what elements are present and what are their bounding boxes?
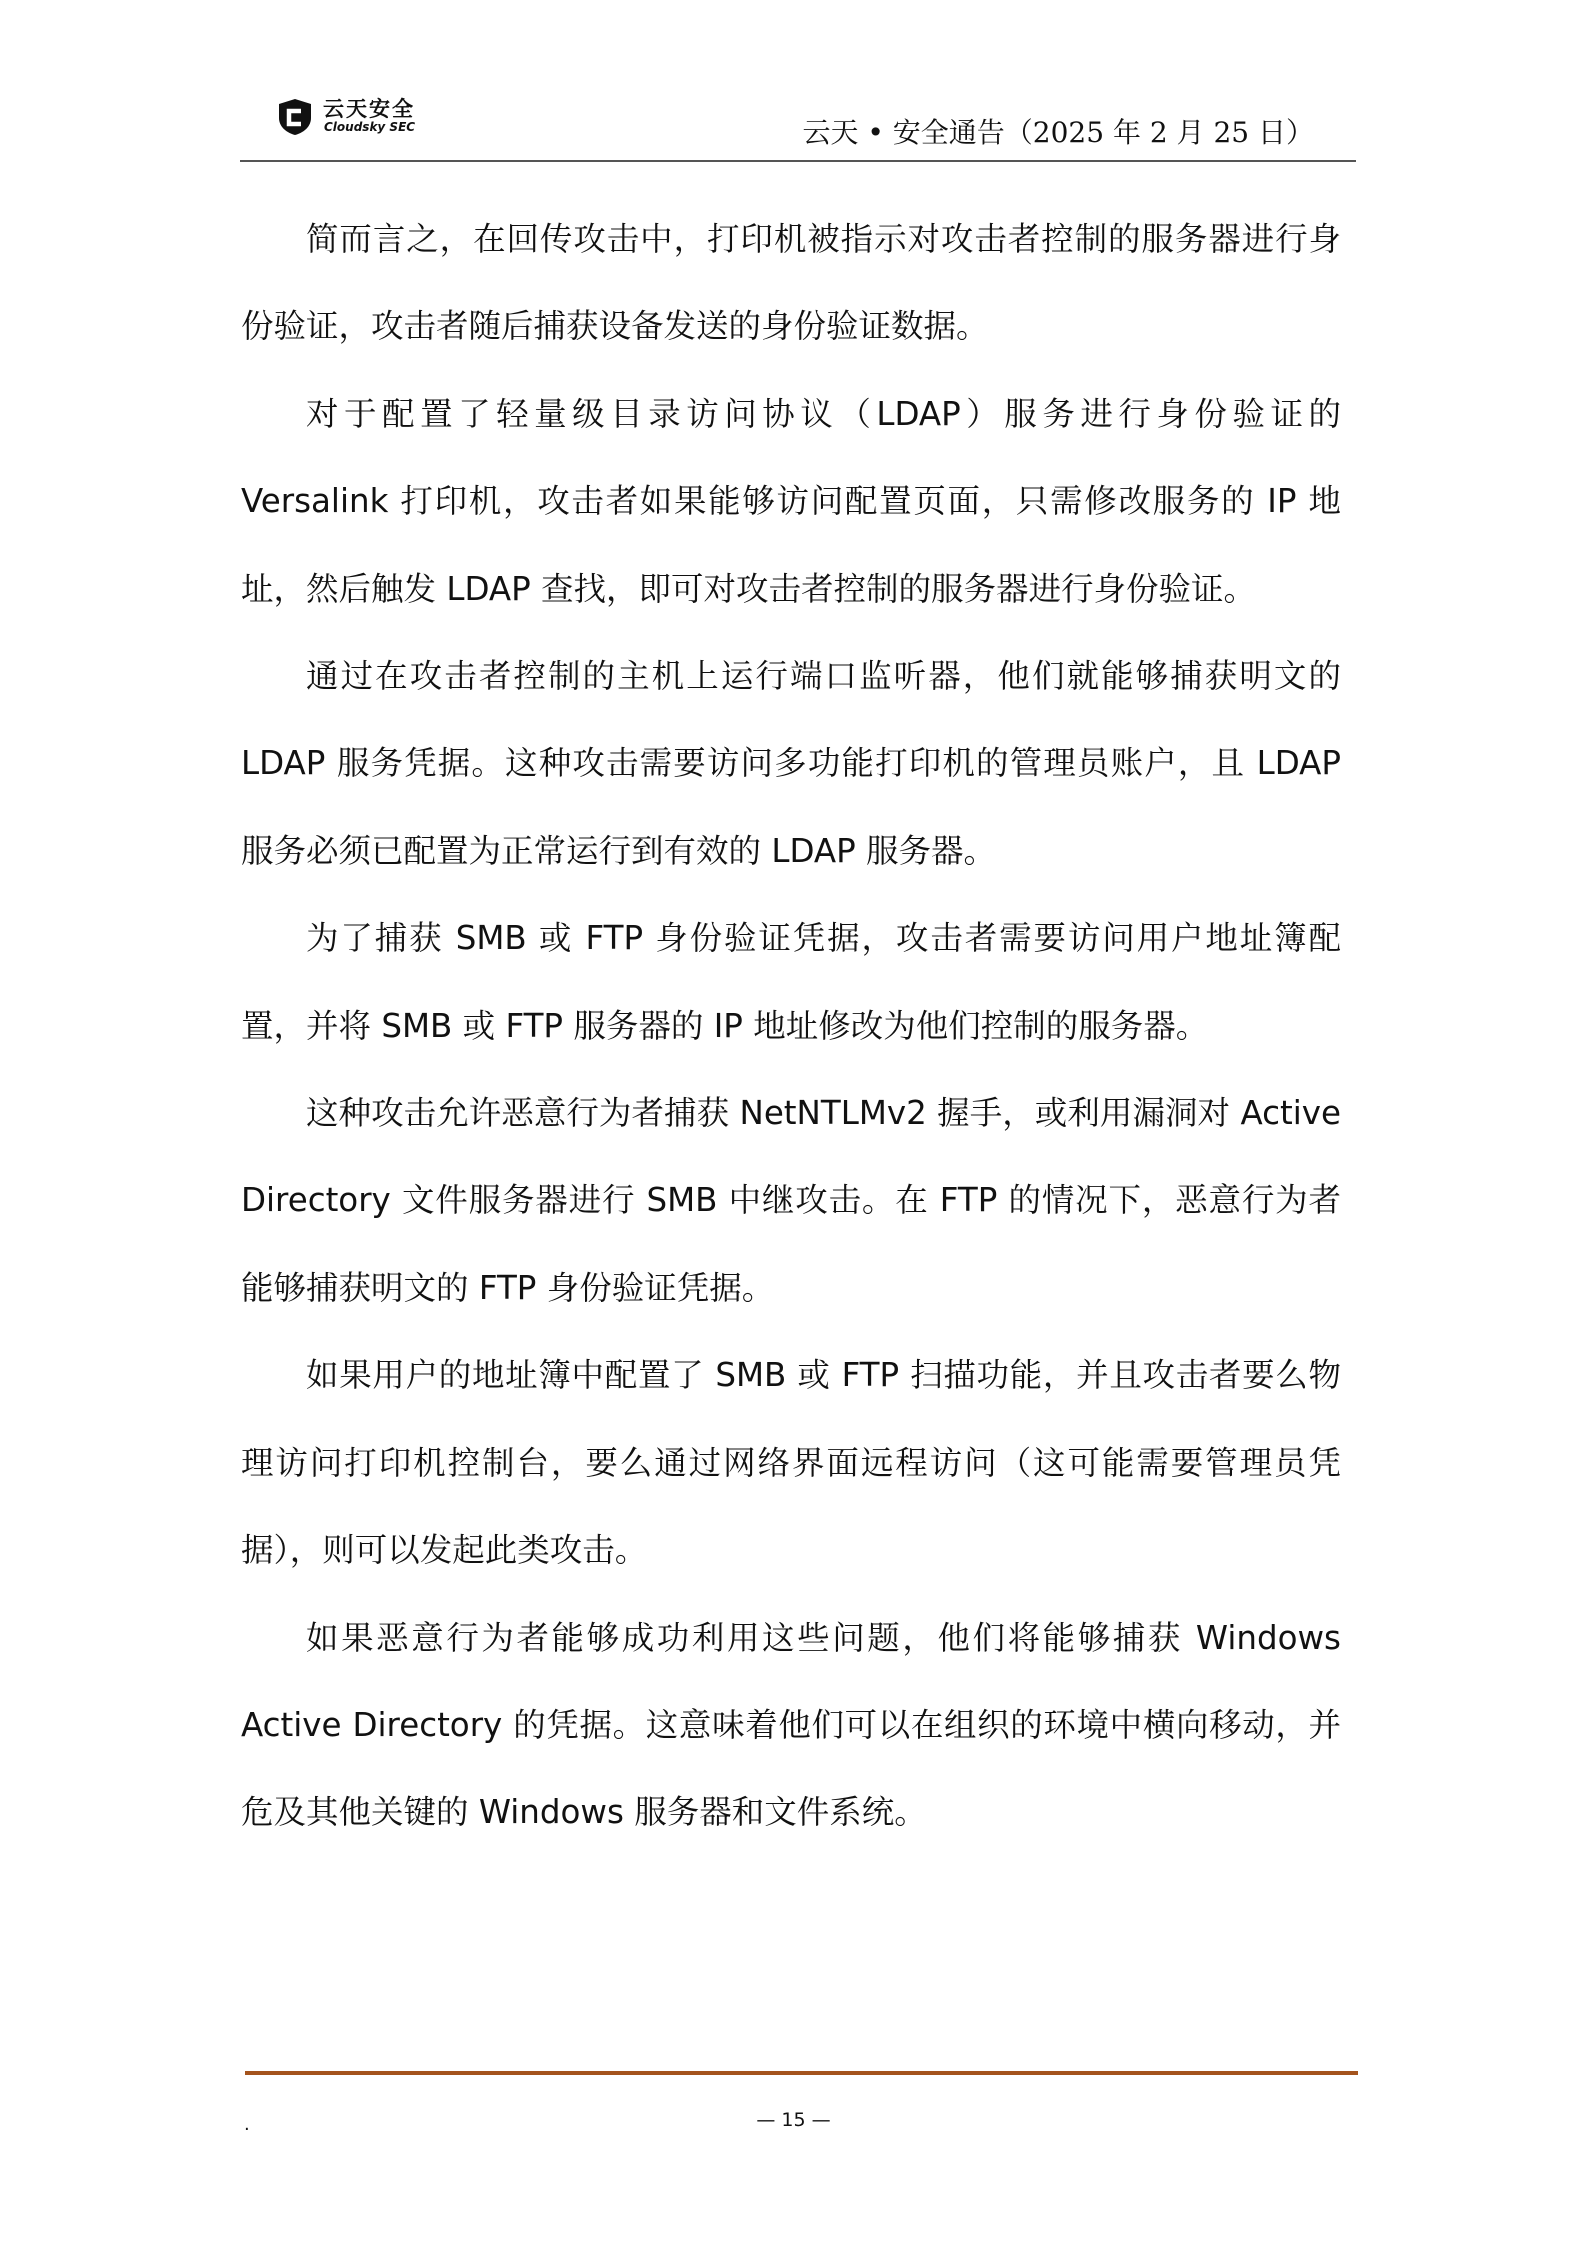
paragraph: 通过在攻击者控制的主机上运行端口监听器，他们就能够捕获明文的 LDAP 服务凭据。这种攻击需要访问多功能打印机的管理员账户，且 LDAP 服务必须已配置为正常运行到有效的 LDAP 服务器。 <box>241 657 1341 870</box>
paragraph: 对于配置了轻量级目录访问协议（LDAP）服务进行身份验证的 Versalink 打印机，攻击者如果能够访问配置页面，只需修改服务的 IP 地址，然后触发 LDAP 查找，即可对攻击者控制的服务器进行身份验证。 <box>241 394 1341 608</box>
document-body <box>241 196 1341 1857</box>
bulletin-title: 云天 • 安全通告（2025 年 2 月 25 日） <box>802 116 1314 149</box>
paragraph: 如果用户的地址簿中配置了 SMB 或 FTP 扫描功能，并且攻击者要么物理访问打印机控制台，要么通过网络界面远程访问（这可能需要管理员凭据），则可以发起此类攻击。 <box>241 1356 1341 1570</box>
footer-mark: . <box>244 2114 250 2135</box>
page-number: — 15 — <box>756 2109 831 2131</box>
logo-text-en: Cloudsky SEC <box>324 120 416 134</box>
paragraph: 如果恶意行为者能够成功利用这些问题，他们将能够捕获 Windows Active Directory 的凭据。这意味着他们可以在组织的环境中横向移动，并危及其他关键的 Windows 服务器和文件系统。 <box>241 1618 1341 1832</box>
page-header <box>240 96 1356 162</box>
paragraph: 简而言之，在回传攻击中，打印机被指示对攻击者控制的服务器进行身份验证，攻击者随后捕获设备发送的身份验证数据。 <box>241 220 1341 346</box>
paragraph: 这种攻击允许恶意行为者捕获 NetNTLMv2 握手，或利用漏洞对 Active Directory 文件服务器进行 SMB 中继攻击。在 FTP 的情况下，恶意行为者能够捕获明文的 FTP 身份验证凭据。 <box>241 1094 1341 1307</box>
logo-text-cn: 云天安全 <box>323 97 415 121</box>
paragraph: 为了捕获 SMB 或 FTP 身份验证凭据，攻击者需要访问用户地址簿配置，并将 SMB 或 FTP 服务器的 IP 地址修改为他们控制的服务器。 <box>241 919 1341 1045</box>
header-divider <box>240 160 1356 162</box>
footer-divider <box>245 2071 1358 2075</box>
shield-c-icon <box>276 98 314 136</box>
